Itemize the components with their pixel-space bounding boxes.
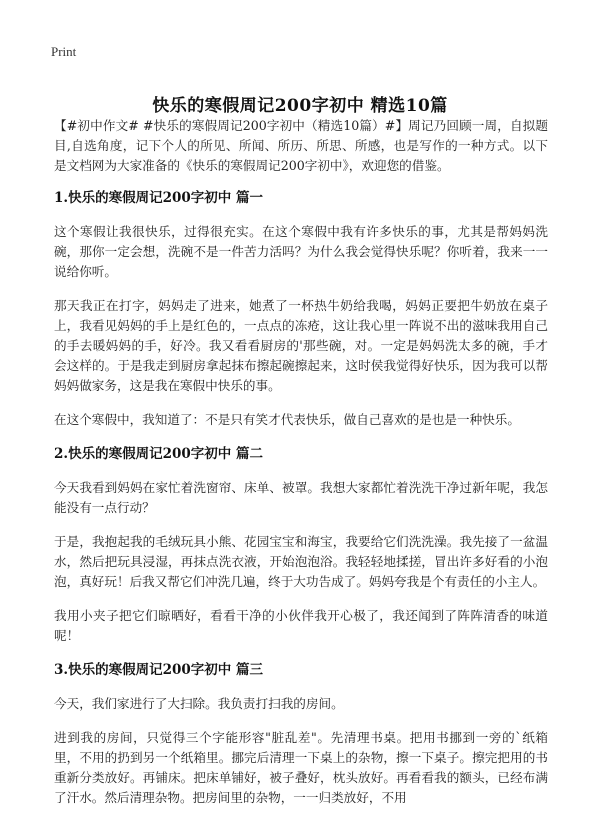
section-3-paragraph-2: 进到我的房间，只觉得三个字能形容"脏乱差"。先清理书桌。把用书挪到一旁的`纸箱里，不用的扔到另一个纸箱里。挪完后清理一下桌上的杂物，擦一下桌子。擦完把用的书重新分类放好。再铺床。把床单铺好，被子叠好，枕头放好。再看看我的额头，已经布满了汗水。然后清理杂物。把房间里的杂物，一一归类放好，不用 bbox=[54, 730, 548, 805]
section-2-paragraph-2: 于是，我抱起我的毛绒玩具小熊、花园宝宝和海宝，我要给它们洗洗澡。我先接了一盆温水，然后把玩具浸湿，再抹点洗衣液，开始泡泡浴。我轻轻地揉搓，冒出许多好看的小泡泡，真好玩！后我又帮它们冲洗几遍，终于大功告成了。妈妈夸我是个有责任的小主人。 bbox=[54, 534, 548, 589]
section-1-paragraph-1: 这个寒假让我很快乐，过得很充实。在这个寒假中我有许多快乐的事，尤其是帮妈妈洗碗，那你一定会想，洗碗不是一件苦力活吗？为什么我会觉得快乐呢？你听着，我来一一说给你听。 bbox=[54, 224, 548, 279]
section-1-paragraph-3: 在这个寒假中，我知道了：不是只有笑才代表快乐，做自己喜欢的是也是一种快乐。 bbox=[54, 412, 520, 427]
intro-paragraph: 【#初中作文# #快乐的寒假周记200字初中（精选10篇）#】周记乃回顾一周，自拟题目,自选角度，记下个人的所见、所闻、所历、所思、所感，也是写作的一种方式。以下是文档网为大家准备的《快乐的寒假周记200字初中》，欢迎您的借鉴。 bbox=[54, 118, 548, 173]
section-2-paragraph-3: 我用小夹子把它们晾晒好，看看干净的小伙伴我开心极了，我还闻到了阵阵清香的味道呢！ bbox=[54, 608, 548, 643]
document-body bbox=[54, 116, 548, 822]
section-1-paragraph-2: 那天我正在打字，妈妈走了进来，她煮了一杯热牛奶给我喝，妈妈正要把牛奶放在桌子上，我看见妈妈的手上是红色的，一点点的冻疮，这让我心里一阵说不出的滋味我用自己的手去暖妈妈的手，好冷。我又看看厨房的'那些碗，对。一定是妈妈洗太多的碗，手才会这样的。于是我走到厨房拿起抹布擦起碗擦起来，这时侯我觉得好快乐，因为我可以帮妈妈做家务，这是我在寒假中快乐的事。 bbox=[54, 298, 548, 393]
print-label: Print bbox=[51, 44, 77, 59]
section-2-paragraph-1: 今天我看到妈妈在家忙着洗窗帘、床单、被罩。我想大家都忙着洗洗干净过新年呢，我怎能没有一点行动？ bbox=[54, 480, 548, 515]
page-title: 快乐的寒假周记200字初中 精选10篇 bbox=[152, 96, 448, 117]
section-heading-3: 3.快乐的寒假周记200字初中 篇三 bbox=[54, 662, 263, 678]
section-heading-2: 2.快乐的寒假周记200字初中 篇二 bbox=[54, 446, 263, 462]
section-heading-1: 1.快乐的寒假周记200字初中 篇一 bbox=[54, 190, 263, 206]
section-3-paragraph-1: 今天，我们家进行了大扫除。我负责打扫我的房间。 bbox=[54, 696, 344, 711]
